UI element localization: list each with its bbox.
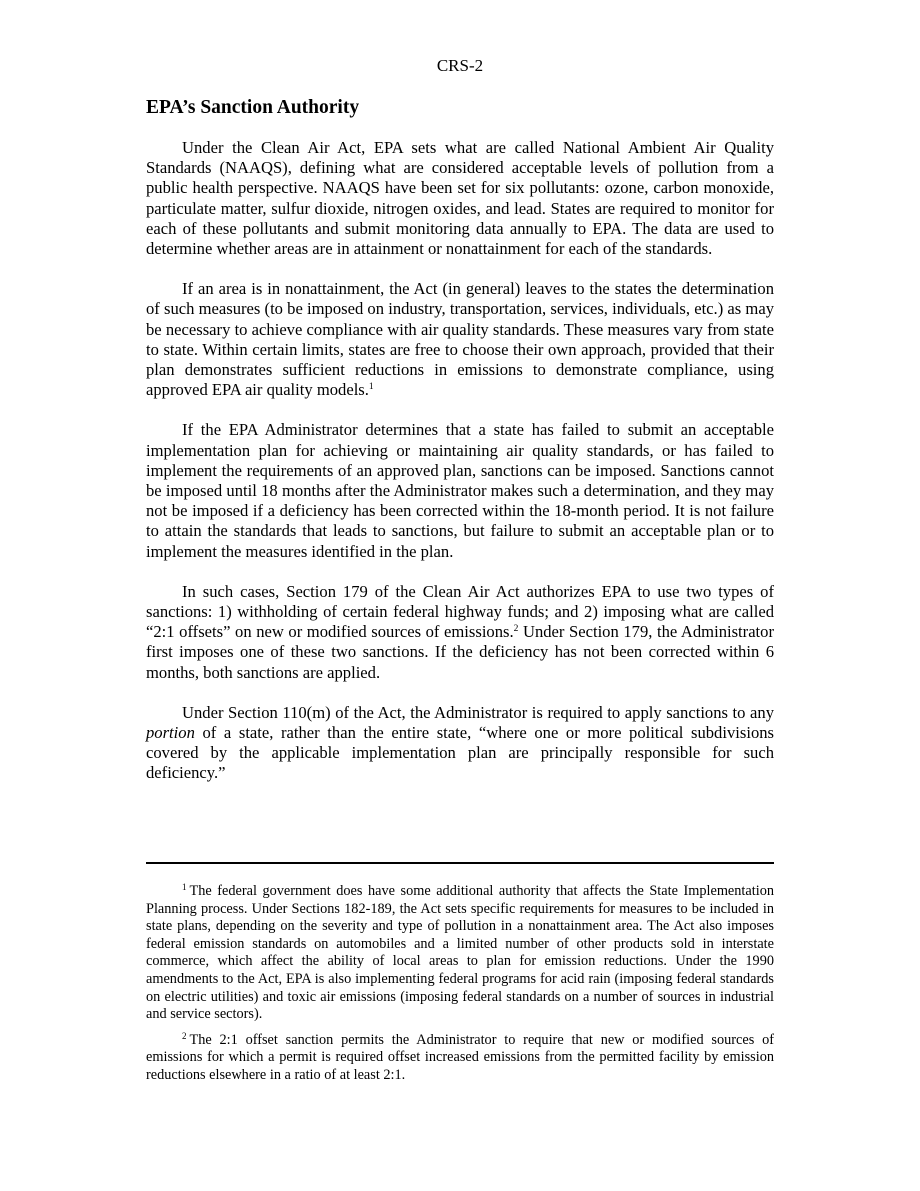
section-heading: EPA’s Sanction Authority: [146, 97, 360, 118]
paragraph-naaqs-text: Under the Clean Air Act, EPA sets what are called National Ambient Air Quality Standards (NAAQS), defining what are considered acceptable levels of pollution from a public health perspective. NAAQS have been set for six pollutants: ozone, carbon monoxide, particulate matter, sulfur dioxide, nitrogen oxides, and lead. States are required to monitor for each of these pollutants and submit monitoring data annually to EPA. The data are used to determine whether areas are in attainment or nonattainment for each of the standards.: [146, 138, 774, 259]
footnote-divider: [146, 862, 774, 864]
main-content: [146, 96, 774, 804]
footnote-2-number: 2: [182, 1030, 187, 1041]
footnotes-section: [146, 883, 774, 1093]
paragraph-nonattainment: [146, 279, 774, 400]
footnote-1: [146, 883, 774, 1024]
paragraph-section-179: [146, 582, 774, 683]
paragraph-section-179-text-a: In such cases, Section 179 of the Clean Air Act authorizes EPA to use two types of sanctions: 1) withholding of certain federal highway funds; and 2) imposing what are called “2:1 offsets” on new or modified sources of emissions.: [146, 581, 774, 642]
paragraph-naaqs: [146, 138, 774, 259]
paragraph-nonattainment-text: If an area is in nonattainment, the Act (in general) leaves to the states the determination of such measures (to be imposed on industry, transportation, services, individuals, etc.) as may be necessary to achieve compliance with air quality standards. These measures vary from state to state. Within certain limits, states are free to choose their own approach, provided that their plan demonstrates sufficient reductions in emissions to demonstrate compliance, using approved EPA air quality models.: [146, 279, 774, 400]
page-number-header: CRS-2: [436, 56, 484, 75]
footnote-2: [146, 1032, 774, 1085]
paragraph-section-110m-emphasis: portion: [146, 723, 195, 743]
footnote-reference-1[interactable]: 1: [368, 382, 374, 393]
paragraph-section-110m: [146, 703, 774, 784]
footnote-1-text: The federal government does have some additional authority that affects the State Implementation Planning process. Under Sections 182-189, the Act sets specific requirements for measures to be included in state plans, depending on the severity and type of pollution in a nonattainment area. The Act also imposes federal emission standards on automobiles and a limited number of other products sold in interstate commerce, which affect the ability of local areas to plan for emission reductions. Under the 1990 amendments to the Act, EPA is also implementing federal programs for acid rain (imposing federal standards on electric utilities) and toxic air emissions (imposing federal standards on a number of sources in industrial and service sectors).: [146, 883, 774, 1023]
paragraph-section-179-text-b: Under Section 179, the Administrator first imposes one of these two sanctions. If the deficiency has not been corrected within 6 months, both sanctions are applied.: [146, 622, 774, 682]
footnote-2-text: The 2:1 offset sanction permits the Administrator to require that new or modified sources of emissions for which a permit is required offset increased emissions from the permitted facility by emission reductions elsewhere in a ratio of at least 2:1.: [146, 1031, 774, 1083]
footnote-1-number: 1: [182, 882, 187, 892]
paragraph-sanctions-imposed-text: If the EPA Administrator determines that a state has failed to submit an acceptable implementation plan for achieving or maintaining air quality standards, or has failed to implement the requirements of an approved plan, sanctions can be imposed. Sanctions cannot be imposed until 18 months after the Administrator makes such a determination, and they may not be imposed if a deficiency has been corrected within the 18-month period. It is not failure to attain the standards that leads to sanctions, but failure to submit an acceptable plan or to implement the measures identified in the plan.: [146, 420, 774, 561]
paragraph-sanctions-imposed: [146, 420, 774, 561]
paragraph-section-110m-text-b: of a state, rather than the entire state, “where one or more political subdivisions covered by the applicable implementation plan are principally responsible for such deficiency.”: [146, 723, 774, 783]
footnote-reference-2[interactable]: 2: [513, 624, 519, 635]
paragraph-section-110m-text-a: Under Section 110(m) of the Act, the Administrator is required to apply sanctions to any: [182, 702, 774, 722]
